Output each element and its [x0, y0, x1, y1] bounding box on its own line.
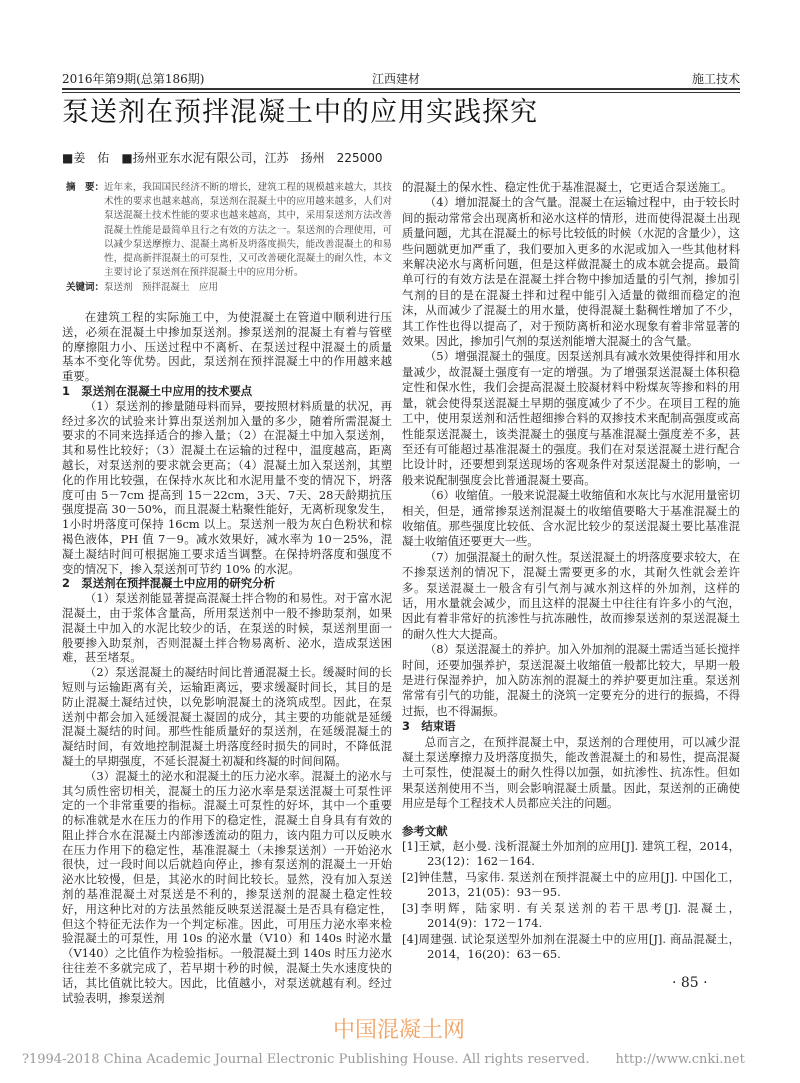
left-column — [62, 310, 392, 1005]
paragraph: （4）增加混凝土的含气量。混凝土在运输过程中，由于较长时间的振动常常会出现离析和泌水这样的情形，进而使得混凝土出现质量问题，尤其在混凝土的标号比较低的时候（水泥的含量少），这些问题就更加严重了，我们要加入更多的水泥或加入一些其他材料来解决泌水与离析问题，但是这样做混凝土的成本就会提高。最简单可行的有效方法是在混凝土拌合物中掺加适量的引气剂，掺加引气剂的目的是在混凝土拌和过程中能引入适量的微细而稳定的泡沫，从而减少了混凝土的用水量，使得混凝土黏稠性增加了不少，其工作性也得以提高了，对于预防离析和泌水现象有着非常显著的效果。因此，掺加引气剂的泵送剂能增大混凝土的含气量。 — [402, 195, 740, 349]
paragraph: （3）混凝土的泌水和混凝土的压力泌水率。混凝土的泌水与其匀质性密切相关，混凝土的压力泌水率是泵送混凝土可泵性评定的一个非常重要的指标。混凝土可泵性的好坏，其中一个重要的标准就是水在压力的作用下的稳定性，混凝土自身具有有效的阻止拌合水在混凝土内部渗透流动的阻力，该内阻力可以反映水在压力作用下的稳定性，基准混凝土（未掺泵送剂）一开始泌水很快，过一段时间以后就趋向停止，掺有泵送剂的混凝土一开始泌水比较慢，但是，其泌水的时间比较长。显然，没有加入泵送剂的基准混凝土对泵送是不利的，掺泵送剂的混凝土稳定性较好，用这种比对的方法虽然能反映泵送混凝土是否具有稳定性，但这个特征无法作为一个判定标准。因此，可用压力泌水率来检验混凝土的可泵性，用 10s 的泌水量（V10）和 140s 时泌水量（V140）之比值作为检验指标。一般混凝土到 140s 时压力泌水往往差不多就完成了，若早期十秒的时候，混凝土失水速度快的话，其比值就比较大。因此，比值越小，对泵送就越有利。经过试验表明，掺泵送剂 — [62, 768, 392, 1005]
abstract-text: 近年来，我国国民经济不断的增长，建筑工程的规模越来越大，其技术性的要求也越来越高，泵送剂在混凝土中的应用越来越多，人们对泵送混凝土技术性能的要求也越来越高，其中，采用泵送剂方法改善混凝土性能是最简单且行之有效的方法之一。泵送剂的合理使用，可以减少泵送摩擦力、混凝土离析及坍落度损失，能改善混凝土的和易性，提高新拌混凝土的可泵性，又可改善硬化混凝土的耐久性，本文主要讨论了泵送剂在预拌混凝土中的应用分析。 — [104, 182, 392, 279]
reference-item: [1]王斌，赵小曼. 浅析混凝土外加剂的应用[J]. 建筑工程，2014，23(12)：162－164. — [402, 839, 740, 869]
journal-name: 江西建材 — [372, 72, 421, 86]
paragraph: （1）泵送剂能显著提高混凝土拌合物的和易性。对于富水泥混凝土，由于浆体含量高，所用泵送剂中一般不掺助泵剂，如果混凝土中加入的水泥比较少的话，在泵送的时候，泵送剂里面一般要掺入助泵剂，否则混凝土拌合物易离析、泌水，造成泵送困难，甚至堵泵。 — [62, 591, 392, 665]
paragraph: （8）泵送混凝土的养护。加入外加剂的混凝土需适当延长搅拌时间，还要加强养护，泵送混凝土收缩值一般都比较大，早期一般是进行保湿养护，加入防冻剂的混凝土的养护要更加注重。泵送剂常常有引气的功能，混凝土的浇筑一定要充分的进行的振捣，不得过振，也不得漏振。 — [402, 642, 740, 718]
running-header — [62, 72, 740, 88]
paragraph: （1）泵送剂的掺量随母料而异，要按照材料质量的状况，再经过多次的试验来计算出泵送剂加入量的多少，随着所需混凝土要求的不同来选择适合的掺入量；（2）在混凝土中加入泵送剂，其和易性比较好；（3）混凝土在运输的过程中，温度越高，距离越长，对泵送剂的要求就会更高；（4）混凝土加入泵送剂，其塑化的作用比较强，在保持水灰比和水泥用量不变的情况下，坍落度可由 5－7cm 提高到 15－22cm，3天、7天、28天龄期抗压强度提高 30－50%，而且混凝土粘聚性能好，无离析现象发生，1小时坍落度可保持 16cm 以上。泵送剂一般为灰白色粉状和棕褐色液体，PH 值 7－9。减水效果好，减水率为 10－25%，混凝土凝结时间可根据施工要求适当调整。在保持坍落度和强度不变的情况下，掺入泵送剂可节约 10% 的水泥。 — [62, 398, 392, 576]
paragraph: （7）加强混凝土的耐久性。泵送混凝土的坍落度要求较大，在不掺泵送剂的情况下，混凝土需要更多的水，其耐久性就会差许多。泵送混凝土一般含有引气剂与减水剂这样的外加剂，这样的话，用水量就会减少，而且这样的混凝土中往往有许多小的气泡，因此有着非常好的抗渗性与抗冻融性，故而掺泵送剂的泵送混凝土的耐久性大大提高。 — [402, 549, 740, 641]
reference-item: [4]周建强. 试论泵送型外加剂在混凝土中的应用[J]. 商品混凝土，2014，16(20)：63－65. — [402, 931, 740, 961]
watermark-logo: 中国混凝土网 — [333, 1018, 466, 1043]
keywords-text: 泵送剂 预拌混凝土 应用 — [104, 282, 219, 294]
paragraph: 总而言之，在预拌混凝土中，泵送剂的合理使用，可以减少混凝土泵送摩擦力及坍落度损失，能改善混凝土的和易性，提高混凝土可泵性，使混凝土的耐久性得以加强，如抗渗性、抗冻性。但如果泵送剂使用不当，则会影响混凝土质量。因此，泵送剂的正确使用应是每个工程技术人员都应关注的问题。 — [402, 734, 740, 811]
header-rule-thin — [62, 92, 740, 93]
issue-info: 2016年第9期(总第186期) — [62, 72, 205, 86]
author-line: ■姜 佑 ■扬州亚东水泥有限公司，江苏 扬州 225000 — [62, 151, 383, 165]
section-name: 施工技术 — [691, 72, 740, 86]
section-heading-1: 1 泵送剂在混凝土中应用的技术要点 — [62, 383, 253, 398]
references-heading: 参考文献 — [402, 823, 448, 838]
paragraph: （5）增强混凝土的强度。因泵送剂具有减水效果使得拌和用水量减少，故混凝土强度有一定的增强。为了增强泵送混凝土体积稳定性和保水性，我们会提高混凝土胶凝材料中粉煤灰等掺和料的用量，就会使得泵送混凝土早期的强度减少了不少。在项目工程的施工中，使用泵送剂和活性超细掺合料的双掺技术来配制高强度或高性能泵送混凝土，该类混凝土的强度与基准混凝土强度差不多，甚至还有可能超过基准混凝土的强度。我们在对泵送混凝土进行配合比设计时，还要想到泵送现场的客观条件对泵送混凝土的影响，一般来说配制强度会比普通混凝土要高。 — [402, 349, 740, 487]
header-rule-thick — [62, 88, 740, 90]
right-column — [402, 180, 740, 962]
section-heading-2: 2 泵送剂在预拌混凝土中应用的研究分析 — [62, 576, 275, 591]
reference-item: [3]李明辉，陆家明. 有关泵送剂的若干思考[J]. 混凝土，2014(9)：172－174. — [402, 900, 740, 931]
intro-paragraph: 在建筑工程的实际施工中，为使混凝土在管道中顺利进行压送，必须在混凝土中掺加泵送剂。掺泵送剂的混凝土有着与管壁的摩擦阻力小、压送过程中不离析、在泵送过程中混凝土的质量基本不变化等优势。因此，泵送剂在预拌混凝土中的作用越来越重要。 — [62, 310, 392, 384]
abstract-row — [66, 181, 392, 280]
paragraph: （2）泵送混凝土的凝结时间比普通混凝土长。缓凝时间的长短则与运输距离有关，运输距离远，要求缓凝时间长，其目的是防止混凝土凝结过快，以免影响混凝土的浇筑成型。因此，在泵送剂中都会加入延缓混凝土凝固的成分，其主要的功能就是延缓混凝土凝结的时间。那些性能质量好的泵送剂，在延缓混凝土的凝结时间，有效地控制混凝土坍落度经时损失的同时，不降低混凝土的早期强度，不延长混凝土初凝和终凝的时间间隔。 — [62, 665, 392, 768]
copyright-footer: ?1994-2018 China Academic Journal Electronic Publishing House. All rights reserved. http://www.cnki.net — [22, 1052, 745, 1067]
keywords — [66, 281, 392, 295]
section-heading-3: 3 结束语 — [402, 719, 456, 734]
reference-item: [2]钟佳慧，马家伟. 泵送剂在预拌混凝土中的应用[J]. 中国化工，2013，21(05)：93－95. — [402, 869, 740, 900]
page-number: · 85 · — [672, 975, 708, 991]
article-title: 泵送剂在预拌混凝土中的应用实践探究 — [62, 97, 538, 128]
paragraph: （6）收缩值。一般来说混凝土收缩值和水灰比与水泥用量密切相关，但是，通常掺泵送剂混凝土的收缩值要略大于基准混凝土的收缩值。那些强度比较低、含水泥比较少的泵送混凝土要比基准混凝土收缩值还要更大一些。 — [402, 488, 740, 549]
keywords-label: 关键词： — [66, 282, 105, 294]
abstract-label: 摘 要： — [66, 182, 105, 193]
abstract — [66, 181, 392, 296]
paragraph-continuation: 的混凝土的保水性、稳定性优于基准混凝土，它更适合泵送施工。 — [402, 180, 733, 194]
